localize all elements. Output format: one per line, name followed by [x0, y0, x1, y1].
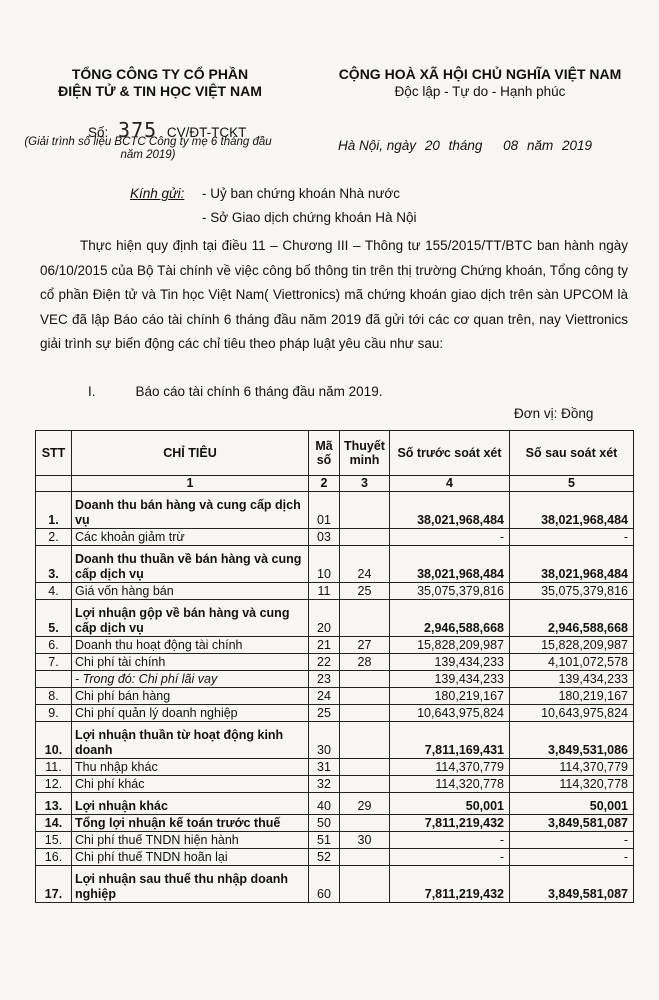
- row-label: Chi phí thuế TNDN hiện hành: [72, 832, 309, 849]
- row-thuyet-minh: [340, 849, 390, 866]
- row-sau: 10,643,975,824: [510, 705, 634, 722]
- row-thuyet-minh: [340, 492, 390, 529]
- body-paragraph: Thực hiện quy định tại điều 11 – Chương III – Thông tư 155/2015/TT/BTC ban hành ngày 06/10/2015 của Bộ Tài chính về việc công bố thông tin trên thị trường Chứng khoán, Tổng công ty cổ phần Điện tử và Tin học Việt Nam( Viettronics) mã chứng khoán giao dịch trên sàn UPCOM là VEC đã lập Báo cáo tài chính 6 tháng đầu năm 2019 đã gửi tới các cơ quan trên, nay Viettronics giải trình sự biến động các chỉ tiêu theo pháp luật yêu cầu như sau:: [40, 238, 628, 351]
- table-row: [36, 671, 634, 688]
- row-sau: 180,219,167: [510, 688, 634, 705]
- row-sau: 38,021,968,484: [510, 492, 634, 529]
- so-number: 375: [118, 118, 158, 142]
- table-row: [36, 654, 634, 671]
- row-stt: 10.: [36, 722, 72, 759]
- table-row: [36, 637, 634, 654]
- row-truoc: 38,021,968,484: [390, 546, 510, 583]
- table-row: [36, 866, 634, 903]
- financial-table: [35, 430, 634, 903]
- row-label: Lợi nhuận gộp về bán hàng và cung cấp dịch vụ: [72, 600, 309, 637]
- header-thuyet-minh: Thuyết minh: [340, 431, 390, 476]
- row-stt: 4.: [36, 583, 72, 600]
- row-label: - Trong đó: Chi phí lãi vay: [72, 671, 309, 688]
- row-truoc: -: [390, 832, 510, 849]
- row-thuyet-minh: 30: [340, 832, 390, 849]
- col-number: [36, 476, 72, 492]
- col-number: 5: [510, 476, 634, 492]
- row-sau: 3,849,581,087: [510, 866, 634, 903]
- table-row: [36, 722, 634, 759]
- date-month: 08: [503, 138, 519, 153]
- header-truoc-soat-xet: Số trước soát xét: [390, 431, 510, 476]
- row-sau: -: [510, 529, 634, 546]
- row-sau: 114,370,779: [510, 759, 634, 776]
- table-row: [36, 832, 634, 849]
- row-ma-so: 03: [309, 529, 340, 546]
- row-thuyet-minh: [340, 722, 390, 759]
- row-ma-so: 23: [309, 671, 340, 688]
- date-day: 20: [424, 138, 440, 153]
- row-ma-so: 50: [309, 815, 340, 832]
- row-stt: 2.: [36, 529, 72, 546]
- section-title: Báo cáo tài chính 6 tháng đầu năm 2019.: [135, 384, 383, 399]
- row-truoc: -: [390, 529, 510, 546]
- row-label: Doanh thu thuần về bán hàng và cung cấp dịch vụ: [72, 546, 309, 583]
- recipient-2: - Sở Giao dịch chứng khoán Hà Nội: [202, 210, 417, 225]
- row-thuyet-minh: [340, 776, 390, 793]
- row-ma-so: 20: [309, 600, 340, 637]
- row-label: Chi phí quản lý doanh nghiệp: [72, 705, 309, 722]
- row-label: Lợi nhuận sau thuế thu nhập doanh nghiệp: [72, 866, 309, 903]
- row-label: Thu nhập khác: [72, 759, 309, 776]
- row-truoc: 7,811,169,431: [390, 722, 510, 759]
- so-suffix: CV/ĐT-TCKT: [166, 125, 247, 140]
- row-sau: 4,101,072,578: [510, 654, 634, 671]
- row-truoc: 7,811,219,432: [390, 866, 510, 903]
- table-row: [36, 600, 634, 637]
- row-sau: 2,946,588,668: [510, 600, 634, 637]
- row-thuyet-minh: [340, 815, 390, 832]
- header-ma-so: Mã số: [309, 431, 340, 476]
- row-thuyet-minh: 24: [340, 546, 390, 583]
- row-ma-so: 24: [309, 688, 340, 705]
- row-stt: 8.: [36, 688, 72, 705]
- header-chi-tieu: CHỈ TIÊU: [72, 431, 309, 476]
- row-thuyet-minh: [340, 705, 390, 722]
- row-truoc: 7,811,219,432: [390, 815, 510, 832]
- national-title: CỘNG HOÀ XÃ HỘI CHỦ NGHĨA VIỆT NAM: [338, 66, 622, 82]
- col-number: 3: [340, 476, 390, 492]
- so-label: Số:: [88, 125, 109, 140]
- row-ma-so: 40: [309, 793, 340, 815]
- row-ma-so: 22: [309, 654, 340, 671]
- row-ma-so: 51: [309, 832, 340, 849]
- row-stt: 12.: [36, 776, 72, 793]
- row-label: Tổng lợi nhuận kế toán trước thuế: [72, 815, 309, 832]
- row-ma-so: 30: [309, 722, 340, 759]
- row-label: Chi phí thuế TNDN hoãn lại: [72, 849, 309, 866]
- section-heading: [88, 384, 382, 399]
- row-ma-so: 01: [309, 492, 340, 529]
- header-stt: STT: [36, 431, 72, 476]
- date-place: Hà Nội, ngày: [338, 138, 417, 153]
- company-header: [40, 66, 280, 100]
- table-row: [36, 793, 634, 815]
- row-thuyet-minh: 29: [340, 793, 390, 815]
- recipient-1: - Uỷ ban chứng khoán Nhà nước: [202, 186, 401, 201]
- row-truoc: 114,370,779: [390, 759, 510, 776]
- row-ma-so: 60: [309, 866, 340, 903]
- row-sau: 3,849,531,086: [510, 722, 634, 759]
- table-row: [36, 759, 634, 776]
- row-stt: 13.: [36, 793, 72, 815]
- col-number: 1: [72, 476, 309, 492]
- row-ma-so: 52: [309, 849, 340, 866]
- date-year-label: năm: [526, 138, 554, 153]
- row-label: Lợi nhuận thuần từ hoạt động kinh doanh: [72, 722, 309, 759]
- row-truoc: 15,828,209,987: [390, 637, 510, 654]
- row-truoc: 10,643,975,824: [390, 705, 510, 722]
- row-truoc: 114,320,778: [390, 776, 510, 793]
- table-row: [36, 546, 634, 583]
- header-sau-soat-xet: Số sau soát xét: [510, 431, 634, 476]
- row-sau: 50,001: [510, 793, 634, 815]
- row-truoc: 50,001: [390, 793, 510, 815]
- date-year: 2019: [562, 138, 593, 153]
- company-name-line1: TỔNG CÔNG TY CỔ PHẦN: [71, 66, 249, 82]
- national-header: [335, 66, 625, 100]
- row-sau: 139,434,233: [510, 671, 634, 688]
- company-name-line2: ĐIỆN TỬ & TIN HỌC VIỆT NAM: [58, 83, 262, 99]
- row-truoc: 38,021,968,484: [390, 492, 510, 529]
- row-truoc: 139,434,233: [390, 671, 510, 688]
- row-sau: 15,828,209,987: [510, 637, 634, 654]
- table-row: [36, 849, 634, 866]
- row-label: Doanh thu bán hàng và cung cấp dịch vụ: [72, 492, 309, 529]
- row-stt: 6.: [36, 637, 72, 654]
- row-thuyet-minh: 27: [340, 637, 390, 654]
- table-row: [36, 688, 634, 705]
- row-thuyet-minh: 28: [340, 654, 390, 671]
- row-label: Các khoản giảm trừ: [72, 529, 309, 546]
- row-stt: 17.: [36, 866, 72, 903]
- row-stt: 11.: [36, 759, 72, 776]
- row-ma-so: 10: [309, 546, 340, 583]
- row-ma-so: 25: [309, 705, 340, 722]
- row-thuyet-minh: [340, 688, 390, 705]
- row-truoc: 2,946,588,668: [390, 600, 510, 637]
- row-ma-so: 11: [309, 583, 340, 600]
- row-thuyet-minh: 25: [340, 583, 390, 600]
- row-stt: 7.: [36, 654, 72, 671]
- row-truoc: -: [390, 849, 510, 866]
- table-row: [36, 529, 634, 546]
- row-ma-so: 32: [309, 776, 340, 793]
- row-thuyet-minh: [340, 759, 390, 776]
- row-stt: 1.: [36, 492, 72, 529]
- row-label: Chi phí khác: [72, 776, 309, 793]
- row-sau: -: [510, 832, 634, 849]
- row-sau: 114,320,778: [510, 776, 634, 793]
- section-number: I.: [88, 384, 96, 399]
- row-thuyet-minh: [340, 671, 390, 688]
- table-row: [36, 776, 634, 793]
- row-stt: 3.: [36, 546, 72, 583]
- row-label: Chi phí bán hàng: [72, 688, 309, 705]
- row-sau: 38,021,968,484: [510, 546, 634, 583]
- row-ma-so: 31: [309, 759, 340, 776]
- col-number: 4: [390, 476, 510, 492]
- row-label: Giá vốn hàng bán: [72, 583, 309, 600]
- row-thuyet-minh: [340, 600, 390, 637]
- row-truoc: 180,219,167: [390, 688, 510, 705]
- row-label: Chi phí tài chính: [72, 654, 309, 671]
- row-ma-so: 21: [309, 637, 340, 654]
- table-row: [36, 705, 634, 722]
- recipients-label: Kính gửi:: [130, 186, 185, 201]
- date-month-label: tháng: [448, 138, 483, 153]
- table-row: [36, 815, 634, 832]
- row-stt: 15.: [36, 832, 72, 849]
- document-subject: (Giải trình số liệu BCTC Công ty mẹ 6 tháng đầu năm 2019): [24, 136, 272, 161]
- national-motto: Độc lập - Tự do - Hạnh phúc: [394, 84, 566, 99]
- row-sau: -: [510, 849, 634, 866]
- row-truoc: 139,434,233: [390, 654, 510, 671]
- document-date: [338, 138, 597, 153]
- row-label: Lợi nhuận khác: [72, 793, 309, 815]
- row-thuyet-minh: [340, 866, 390, 903]
- row-thuyet-minh: [340, 529, 390, 546]
- row-stt: 14.: [36, 815, 72, 832]
- table-row: [36, 492, 634, 529]
- row-sau: 3,849,581,087: [510, 815, 634, 832]
- row-label: Doanh thu hoạt động tài chính: [72, 637, 309, 654]
- table-row: [36, 583, 634, 600]
- row-truoc: 35,075,379,816: [390, 583, 510, 600]
- row-sau: 35,075,379,816: [510, 583, 634, 600]
- col-number: 2: [309, 476, 340, 492]
- row-stt: 5.: [36, 600, 72, 637]
- row-stt: [36, 671, 72, 688]
- row-stt: 16.: [36, 849, 72, 866]
- currency-unit: Đơn vị: Đồng: [514, 406, 594, 421]
- row-stt: 9.: [36, 705, 72, 722]
